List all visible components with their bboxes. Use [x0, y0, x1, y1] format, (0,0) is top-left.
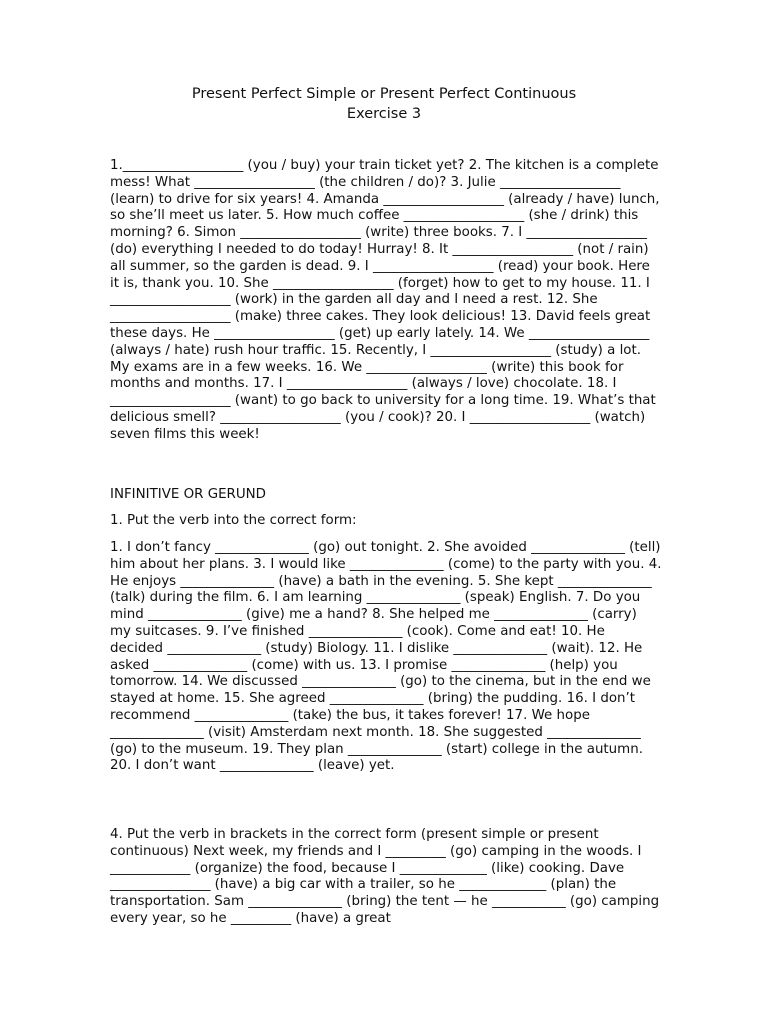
document-subtitle: Exercise 3 — [346, 106, 422, 122]
exercise-4-paragraph: 4. Put the verb in brackets in the correct form (present simple or present continuous) Next week, my friends and I _________ (go) camping in the woods. I ____________ (organize) the food, because I _____________ (like) cooking. Dave _______________ (have) a big car with a trailer, so he _____________ (plan) the transportation. Sam ______________ (bring) the tent — he ___________ (go) camping every year, so he _________ (have) a great — [110, 827, 660, 926]
document-title: Present Perfect Simple or Present Perfect Continuous — [191, 86, 577, 102]
section-instruction: 1. Put the verb into the correct form: — [110, 513, 357, 528]
document-title-block — [0, 84, 768, 124]
section-heading-infinitive-gerund: INFINITIVE OR GERUND — [110, 487, 266, 502]
exercise-3-paragraph: 1.__________________ (you / buy) your train ticket yet? 2. The kitchen is a complete mess! What __________________ (the children / do)? 3. Julie __________________ (learn) to drive for six years! 4. Amanda __________________ (already / have) lunch, so she’ll meet us later. 5. How much coffee __________________ (she / drink) this morning? 6. Simon __________________ (write) three books. 7. I __________________ (do) everything I needed to do today! Hurray! 8. It __________________ (not / rain) all summer, so the garden is dead. 9. I __________________ (read) your book. Here it is, thank you. 10. She __________________ (forget) how to get to my house. 11. I __________________ (work) in the garden all day and I need a rest. 12. She __________________ (make) three cakes. They look delicious! 13. David feels great these days. He __________________ (get) up early lately. 14. We __________________ (always / hate) rush hour traffic. 15. Recently, I __________________ (study) a lot. My exams are in a few weeks. 16. We __________________ (write) this book for months and months. 17. I __________________ (always / love) chocolate. 18. I __________________ (want) to go back to university for a long time. 19. What’s that delicious smell? __________________ (you / cook)? 20. I __________________ (watch) seven films this week! — [110, 158, 660, 442]
gerund-exercise-paragraph: 1. I don’t fancy ______________ (go) out tonight. 2. She avoided ______________ (tell) him about her plans. 3. I would like ______________ (come) to the party with you. 4. He enjoys ______________ (have) a bath in the evening. 5. She kept ______________ (talk) during the film. 6. I am learning ______________ (speak) English. 7. Do you mind ______________ (give) me a hand? 8. She helped me ______________ (carry) my suitcases. 9. I’ve finished ______________ (cook). Come and eat! 10. He decided ______________ (study) Biology. 11. I dislike ______________ (wait). 12. He asked ______________ (come) with us. 13. I promise ______________ (help) you tomorrow. 14. We discussed ______________ (go) to the cinema, but in the end we stayed at home. 15. She agreed ______________ (bring) the pudding. 16. I don’t recommend ______________ (take) the bus, it takes forever! 17. We hope ______________ (visit) Amsterdam next month. 18. She suggested ______________ (go) to the museum. 19. They plan ______________ (start) college in the autumn. 20. I don’t want ______________ (leave) yet. — [110, 540, 662, 774]
